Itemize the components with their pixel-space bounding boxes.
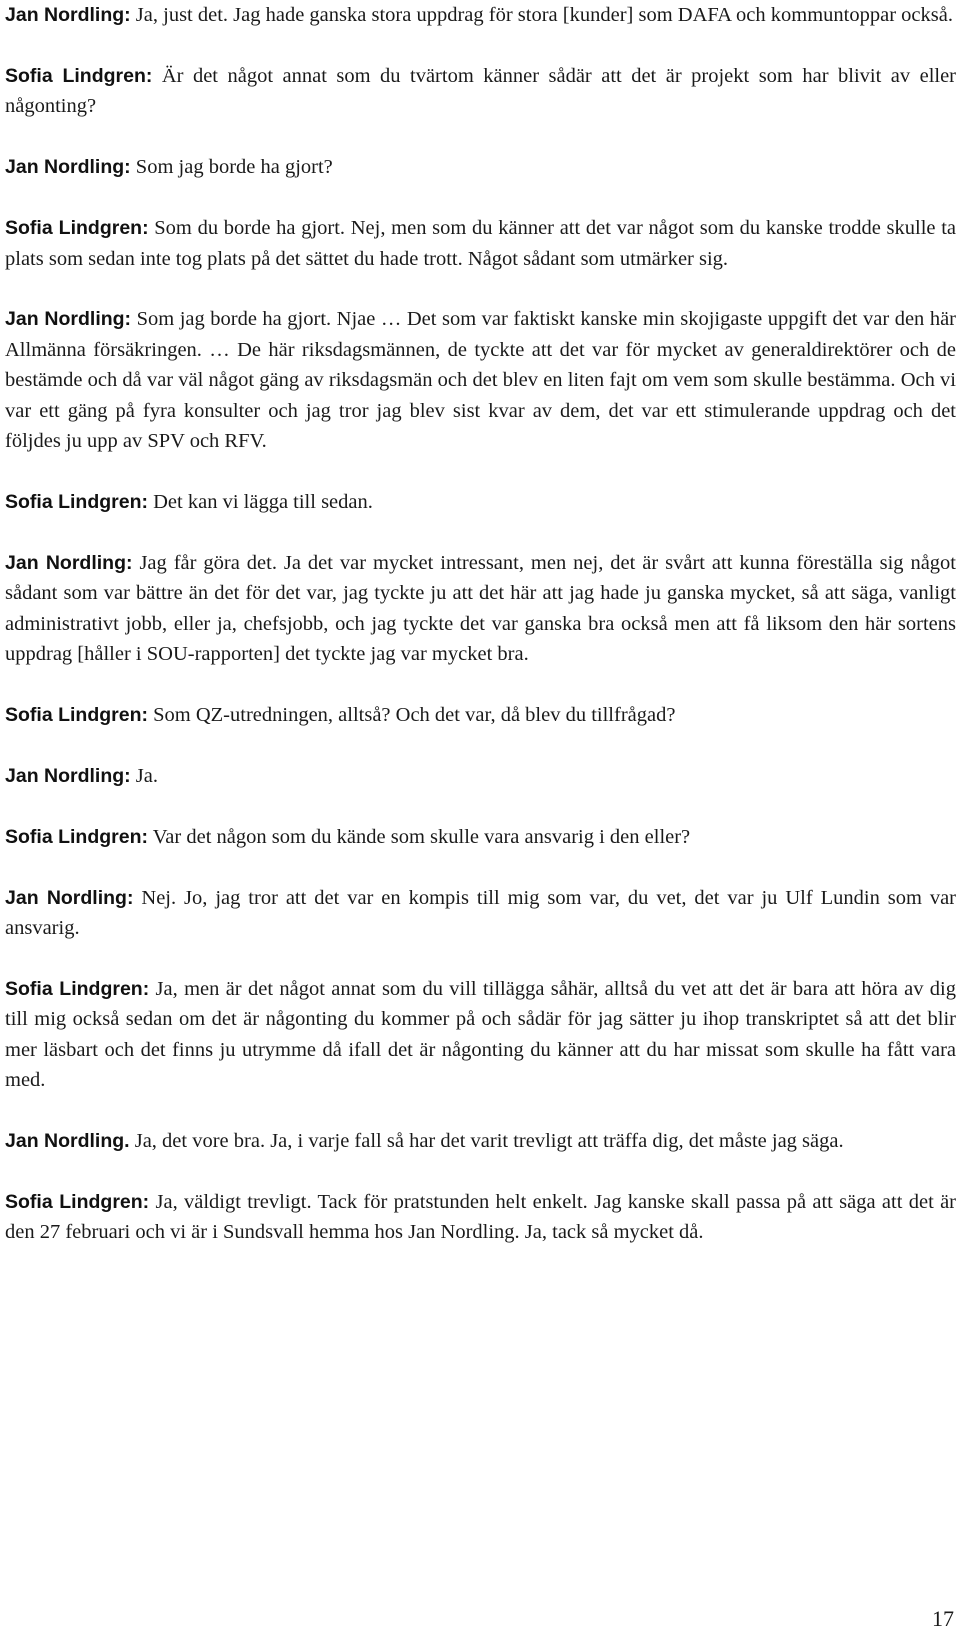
speaker-name: Sofia Lindgren: (5, 978, 150, 1001)
transcript-paragraph (5, 61, 956, 122)
speech-text: Är det något annat som du tvärtom känner sådär att det är projekt som har blivit av eller någonting? (5, 64, 957, 118)
transcript-paragraph (5, 974, 956, 1096)
interview-transcript (5, 0, 956, 1278)
speech-text: Som jag borde ha gjort. Njae … Det som var faktiskt kanske min skojigaste uppgift det var den här Allmänna försäkringen. … De här riksdagsmännen, de tyckte att det var för mycket av generaldirektörer och de bestämde och då var väl något gäng av riksdagsmän och det blev en liten fajt om vem som skulle bestämma. Och vi var ett gäng på fyra konsulter och jag tror jag blev sist kvar av dem, det var ett stimulerande uppdrag och det följdes ju upp av SPV och RFV. (5, 308, 956, 453)
speech-text: Ja, det vore bra. Ja, i varje fall så har det varit trevligt att träffa dig, det måste jag säga. (134, 1130, 844, 1153)
speech-text: Jag får göra det. Ja det var mycket intressant, men nej, det är svårt att kunna föreställa sig något sådant som var bättre än det för det var, jag tyckte ju att det här att jag hade ju ganska mycket, så att säga, vanligt administrativt jobb, eller ja, chefsjobb, och jag tyckte det var ganska bra också men att få liksom den här sortens uppdrag [håller i SOU-rapporten] det tyckte jag var mycket bra. (5, 551, 957, 666)
speech-text: Ja. (135, 764, 158, 787)
transcript-paragraph (5, 1126, 956, 1156)
transcript-paragraph (5, 761, 956, 791)
speaker-name: Jan Nordling: (5, 764, 131, 787)
speech-text: Ja, väldigt trevligt. Tack för pratstunden helt enkelt. Jag kanske skall passa på att säga att det är den 27 februari och vi är i Sundsvall hemma hos Jan Nordling. Ja, tack så mycket då. (5, 1191, 956, 1244)
transcript-paragraph (5, 700, 956, 730)
transcript-paragraph (5, 304, 956, 456)
speech-text: Som jag borde ha gjort? (135, 156, 333, 179)
speaker-name: Jan Nordling: (5, 156, 131, 179)
speaker-name: Sofia Lindgren: (5, 1191, 150, 1214)
transcript-paragraph (5, 548, 956, 670)
transcript-paragraph (5, 213, 956, 274)
speaker-name: Jan Nordling: (5, 308, 132, 331)
speaker-name: Sofia Lindgren: (5, 704, 148, 726)
speaker-name: Jan Nordling: (5, 551, 133, 574)
transcript-paragraph (5, 883, 956, 944)
speech-text: Ja, just det. Jag hade ganska stora uppdrag för stora [kunder] som DAFA och kommuntoppar också. (135, 4, 953, 26)
speaker-name: Sofia Lindgren: (5, 825, 148, 848)
speaker-name: Jan Nordling: (5, 4, 131, 26)
speaker-name: Jan Nordling: (5, 886, 134, 909)
speech-text: Det kan vi lägga till sedan. (153, 490, 373, 513)
speaker-name: Jan Nordling. (5, 1130, 130, 1153)
transcript-paragraph (5, 0, 956, 30)
transcript-paragraph (5, 487, 956, 517)
speaker-name: Sofia Lindgren: (5, 64, 153, 87)
transcript-paragraph (5, 822, 956, 852)
speech-text: Som du borde ha gjort. Nej, men som du känner att det var något som du kanske trodde skulle ta plats som sedan inte tog plats på det sättet du hade trott. Något sådant som utmärker sig. (5, 217, 957, 270)
transcript-paragraph (5, 152, 956, 182)
speaker-name: Sofia Lindgren: (5, 490, 148, 513)
transcript-paragraph (5, 1187, 956, 1248)
speaker-name: Sofia Lindgren: (5, 217, 149, 240)
page-number: 17 (932, 1606, 954, 1631)
speech-text: Som QZ-utredningen, alltså? Och det var, då blev du tillfrågad? (153, 704, 676, 726)
speech-text: Var det någon som du kände som skulle vara ansvarig i den eller? (152, 825, 691, 848)
speech-text: Nej. Jo, jag tror att det var en kompis till mig som var, du vet, det var ju Ulf Lundin som var ansvarig. (5, 886, 957, 940)
speech-text: Ja, men är det något annat som du vill tillägga såhär, alltså du vet att det är bara att höra av dig till mig också sedan om det är någonting du kommer på och sådär för jag sätter ju ihop transkriptet så att det blir mer läsbart och det finns ju utrymme då ifall det är någonting du känner att du har missat som skulle ha fått vara med. (5, 978, 957, 1092)
